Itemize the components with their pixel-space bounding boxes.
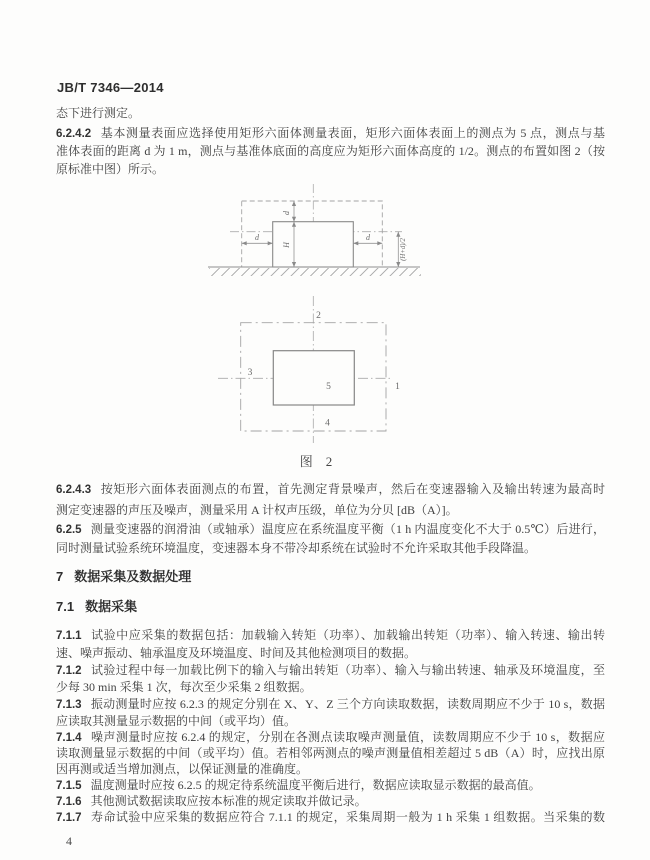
dim-label-hd2: (H+d)/2 [400, 238, 407, 261]
clause-717-line1 [56, 809, 605, 826]
clause-number: 7.1.5 [56, 780, 82, 792]
arrowhead [396, 262, 400, 267]
arrowhead [268, 241, 273, 245]
dim-label-H: H [282, 242, 291, 248]
dim-label-d-right: d [366, 233, 370, 242]
clause-number: 7.1.7 [56, 812, 82, 824]
clause-text: 基本测量表面应选择使用矩形六面体测量表面，矩形六面体表面上的测点为 5 点，测点与基 [100, 126, 605, 140]
clause-6242-line1 [56, 125, 605, 142]
clause-625-line1 [56, 521, 605, 538]
measurement-point-4: 4 [325, 418, 330, 429]
clause-714-line1 [56, 729, 605, 746]
arrowhead [242, 241, 247, 245]
clause-711-line2: 速、噪声振动、轴承温度及环境温度、时间及其他检测项目的数据。 [56, 646, 417, 660]
clause-text: 温度测量时应按 6.2.5 的规定待系统温度平衡后进行，数据应读取显示数据的最高值。 [90, 778, 541, 792]
clause-number: 6.2.4.3 [56, 484, 92, 496]
clause-6243-line2: 测定变速器的声压及噪声，测量采用 A 计权声压级，单位为分贝 [dB（A）]。 [56, 503, 458, 517]
figure-elevation-view [180, 182, 430, 282]
figure-caption: 图 2 [299, 454, 333, 469]
clause-number: 7.1.6 [56, 796, 82, 808]
clause-625-line2: 同时测量试验系统环境温度，变速器本身不带冷却系统在试验时不允许采取其他手段降温。 [56, 541, 537, 555]
arrowhead [377, 241, 382, 245]
clause-text: 振动测量时应按 6.2.3 的规定分别在 X、Y、Z 三个方向读取数据，读数周期应不少于 10 s，数据 [90, 697, 605, 711]
section-number: 7.1 [56, 599, 75, 614]
clause-6242-line2: 准体表面的距离 d 为 1 m，测点与基准体底面的高度应为矩形六面体高度的 1/2。测点的布置如图 2（按 [56, 144, 605, 158]
clause-text: 试验中应采集的数据包括：加载输入转矩（功率）、加载输出转矩（功率）、输入转速、输出转 [90, 628, 605, 642]
arrowhead [396, 232, 400, 237]
measurement-point-2: 2 [316, 311, 321, 321]
clause-6243-line1 [56, 481, 605, 498]
section-71-heading [56, 599, 605, 616]
clause-715-line1 [56, 777, 605, 794]
clause-text: 试验过程中每一加载比例下的输入与输出转矩（功率）、输入与输出转速、轴承及环境温度，至 [90, 663, 605, 677]
clause-716-line1 [56, 793, 605, 810]
clause-712-line1 [56, 662, 605, 679]
clause-711-line1 [56, 627, 605, 644]
clause-713-line2: 应读取其测量显示数据的中间（或平均）值。 [56, 714, 297, 728]
clause-number: 7.1.1 [56, 630, 82, 642]
section-title: 数据采集及数据处理 [74, 569, 192, 584]
clause-text: 测量变速器的润滑油（或轴承）温度应在系统温度平衡（1 h 内温度变化不大于 0.5℃）后进行， [90, 522, 605, 536]
clause-text: 寿命试验中应采集的数据应符合 7.1.1 的规定，采集周期一般为 1 h 采集 1 组数据。当采集的数 [90, 810, 605, 824]
clause-number: 7.1.4 [56, 732, 82, 744]
ground-hatching [209, 268, 421, 276]
section-7-heading [56, 569, 605, 586]
continuation-line: 态下进行测定。 [56, 106, 141, 120]
section-number: 7 [56, 569, 64, 584]
section-title: 数据采集 [85, 599, 138, 614]
clause-714-line3: 因再测或适当增加测点，以保证测量的准确度。 [56, 762, 309, 776]
clause-713-line1 [56, 696, 605, 713]
arrowhead [292, 201, 296, 206]
measurement-point-3: 3 [247, 368, 253, 378]
clause-number: 7.1.2 [56, 665, 82, 677]
clause-number: 6.2.5 [56, 524, 82, 536]
gearbox-outline [273, 351, 354, 405]
figure-plan-view [215, 296, 410, 446]
clause-number: 6.2.4.2 [56, 128, 92, 140]
dim-label-d-left: d [255, 233, 259, 242]
page-number: 4 [66, 834, 72, 848]
clause-6242-line3: 原标准中图）所示。 [56, 162, 165, 176]
measurement-point-5: 5 [326, 382, 331, 392]
doc-code: JB/T 7346—2014 [57, 80, 164, 95]
measurement-point-1: 1 [395, 382, 400, 392]
clause-text: 噪声测量时应按 6.2.4 的规定，分别在各测点读取噪声测量值，读数周期应不少于 10 s，数据应 [90, 730, 605, 744]
clause-714-line2: 读取测量显示数据的中间（或平均）值。若相邻两测点的噪声测量值相差超过 5 dB（A）时，应找出原 [56, 746, 605, 760]
clause-text: 按矩形六面体表面测点的布置，首先测定背景噪声，然后在变速器输入及输出转速为最高时 [100, 482, 605, 496]
dim-label-d-top: d [282, 211, 291, 215]
clause-712-line2: 少每 30 min 采集 1 次，每次至少采集 2 组数据。 [56, 680, 312, 694]
arrowhead [353, 241, 358, 245]
clause-text: 其他测试数据读取应按本标准的规定读取并做记录。 [90, 794, 367, 808]
arrowhead [292, 217, 296, 222]
clause-number: 7.1.3 [56, 699, 82, 711]
